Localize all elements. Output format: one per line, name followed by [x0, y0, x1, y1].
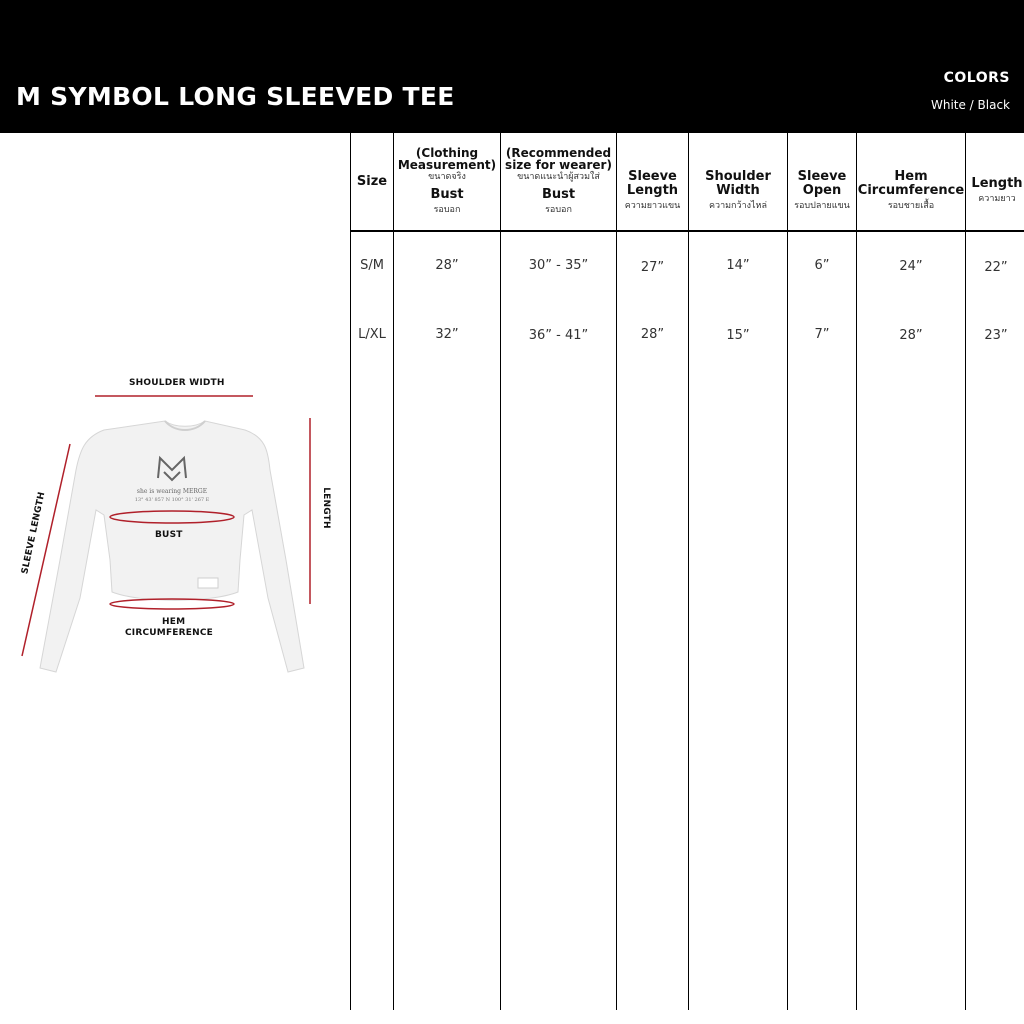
- table-cell: 14”: [726, 258, 750, 273]
- page-title: M SYMBOL LONG SLEEVED TEE: [16, 82, 455, 111]
- table-cell: 15”: [726, 328, 750, 343]
- shoulder-width-label: SHOULDER WIDTH: [129, 378, 225, 388]
- table-cell: L/XL: [358, 327, 386, 342]
- header-main: Bust: [541, 186, 576, 202]
- print-line-1: she is wearing MERGE: [136, 488, 208, 495]
- header-thai-sub: รอบอก: [433, 204, 461, 215]
- hem-tag: [198, 578, 218, 588]
- header-thai-sub: ความยาว: [978, 194, 1016, 204]
- colors-label: COLORS: [943, 70, 1010, 86]
- column-header-length: [966, 133, 1024, 230]
- column-header-size: [351, 133, 393, 230]
- column-header-sleeve-length: [617, 133, 688, 230]
- header-main: Hem Circumference: [857, 169, 965, 198]
- colors-value: White / Black: [930, 98, 1010, 112]
- table-cell: 28”: [435, 258, 459, 273]
- header-thai-sub: รอบชายเสื้อ: [887, 201, 935, 211]
- column-header-shoulder-width: [689, 133, 787, 230]
- table-cell: S/M: [360, 258, 384, 273]
- header-thai-sub: รอบปลายแขน: [794, 201, 850, 211]
- table-cell: 32”: [435, 327, 459, 342]
- header-bar: [0, 0, 1024, 133]
- header-main: Bust: [430, 186, 464, 202]
- print-line-2: 13° 43' 857 N 100° 31' 267 E: [134, 497, 210, 503]
- hem-label-line1: HEM: [162, 617, 186, 627]
- column-header-sleeve-open: [788, 133, 856, 230]
- column-header-hem-circumference: [857, 133, 965, 230]
- header-thai-sub: ความกว้างไหล่: [709, 201, 767, 211]
- table-cell: 22”: [984, 260, 1008, 275]
- header-thai: ขนาดแนะนำผู้สวมใส่: [517, 171, 600, 182]
- table-cell: 7”: [814, 327, 830, 342]
- table-cell: 36” - 41”: [528, 328, 589, 343]
- table-cell: 30” - 35”: [528, 258, 589, 273]
- table-header-rule: [350, 230, 1024, 232]
- bust-label: BUST: [155, 530, 183, 540]
- table-cell: 28”: [640, 327, 665, 342]
- header-thai-sub: ความยาวแขน: [624, 201, 681, 211]
- length-label: LENGTH: [320, 487, 331, 529]
- header-main: Size: [356, 173, 388, 189]
- header-main: Sleeve Open: [797, 169, 847, 198]
- table-cell: 23”: [984, 328, 1008, 343]
- header-thai-sub: รอบอก: [545, 204, 572, 215]
- column-header-clothing-bust: [394, 133, 500, 230]
- header-pre: (Clothing Measurement): [397, 145, 497, 172]
- column-header-recommended-bust: [501, 133, 616, 230]
- header-main: Sleeve Length: [626, 169, 679, 198]
- sleeve-length-label: SLEEVE LENGTH: [20, 491, 48, 575]
- table-cell: 27”: [640, 260, 665, 275]
- table-cell: 24”: [899, 259, 923, 274]
- header-main: Shoulder Width: [705, 169, 771, 198]
- table-cell: 28”: [899, 328, 923, 343]
- table-cell: 6”: [814, 258, 830, 273]
- hem-label-line2: CIRCUMFERENCE: [125, 628, 214, 638]
- header-main: Length: [971, 176, 1023, 191]
- header-pre: (Recommended size for wearer): [505, 145, 612, 172]
- header-thai: ขนาดจริง: [428, 171, 466, 182]
